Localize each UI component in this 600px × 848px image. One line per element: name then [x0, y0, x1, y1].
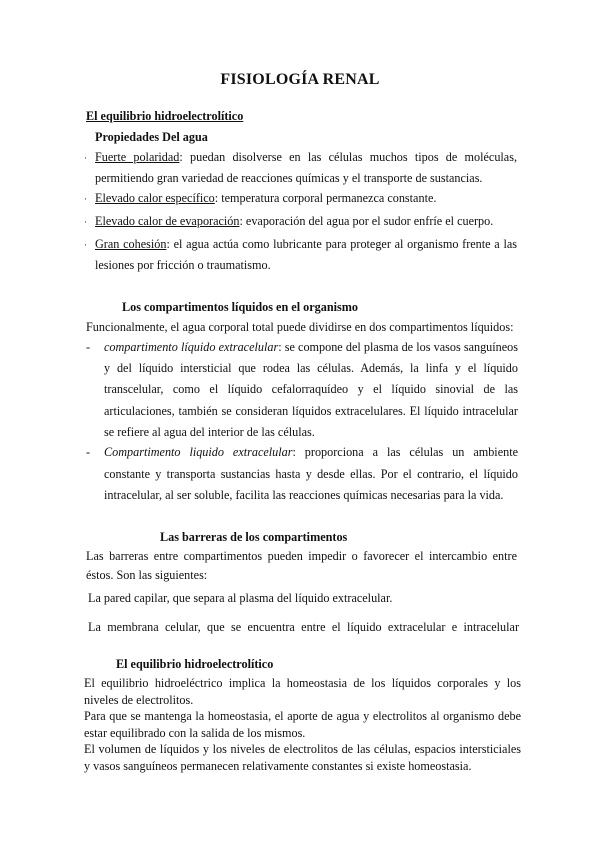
compartment-term: compartimento líquido extracelular: [104, 340, 279, 354]
property-text: : puedan disolverse en las células muchos tipos de moléculas, permitiendo gran variedad de reacciones químicas y el transporte de sustancias.: [95, 150, 517, 185]
section2-intro: Funcionalmente, el agua corporal total puede dividirse en dos compartimentos líquidos:: [86, 320, 514, 334]
section3-paragraph: La membrana celular, que se encuentra entre el líquido extracelular e intracelular: [88, 620, 519, 634]
section4-paragraph: El equilibrio hidroeléctrico implica la homeostasia de los líquidos corporales y los niveles de electrolitos.: [84, 676, 521, 707]
property-text: : evaporación del agua por el sudor enfríe el cuerpo.: [239, 214, 494, 228]
bullet-icon: ·: [84, 153, 87, 163]
section4-heading: El equilibrio hidroelectrolítico: [116, 657, 274, 671]
section4-paragraph: El volumen de líquidos y los niveles de electrolitos de las células, espacios intersticiales y vasos sanguíneos permanecen relativamente constantes si existe homeostasia.: [84, 742, 521, 773]
section3-paragraph: La pared capilar, que separa al plasma del líquido extracelular.: [88, 591, 393, 605]
section2-heading: Los compartimentos líquidos en el organismo: [122, 300, 358, 314]
section4-paragraph: Para que se mantenga la homeostasia, el aporte de agua y electrolitos al organismo debe estar equilibrado con la salida de los mismos.: [84, 709, 521, 740]
bullet-icon: ·: [84, 217, 87, 227]
property-text: : temperatura corporal permanezca constante.: [214, 191, 437, 205]
section1-subheading: Propiedades Del agua: [95, 130, 208, 144]
compartment-text: : se compone del plasma de los vasos sanguíneos y del líquido intersticial que rodea las células. Además, la linfa y el líquido transcelular, como el líquido cefalorraquídeo y el líquido sinovial de las articulaciones, también se consideran líquidos extracelulares. El líquido intracelular se refiere al agua del interior de las células.: [104, 340, 519, 439]
property-term: Fuerte polaridad: [95, 150, 180, 164]
bullet-icon: ·: [84, 194, 87, 204]
property-term: Elevado calor de evaporación: [95, 214, 240, 228]
page-title: FISIOLOGÍA RENAL: [220, 71, 380, 88]
dash-bullet: -: [86, 445, 91, 459]
section1-heading: El equilibrio hidroelectrolítico: [86, 109, 244, 123]
compartment-text: : proporciona a las células un ambiente constante y transporta sustancias hasta y desde ellas. Por el contrario, el líquido intracelular, al ser soluble, facilita las reacciones químicas necesarias para la vida.: [104, 445, 518, 502]
property-term: Gran cohesión: [95, 237, 167, 251]
property-term: Elevado calor específico: [95, 191, 215, 205]
section3-heading: Las barreras de los compartimentos: [160, 530, 348, 544]
bullet-icon: ·: [84, 240, 87, 250]
property-text: : el agua actúa como lubricante para proteger al organismo frente a las lesiones por fricción o traumatismo.: [95, 237, 517, 272]
section3-paragraph: Las barreras entre compartimentos pueden impedir o favorecer el intercambio entre éstos. Son las siguientes:: [86, 549, 517, 582]
dash-bullet: -: [86, 340, 91, 354]
compartment-term: Compartimento liquido extracelular: [104, 445, 293, 459]
